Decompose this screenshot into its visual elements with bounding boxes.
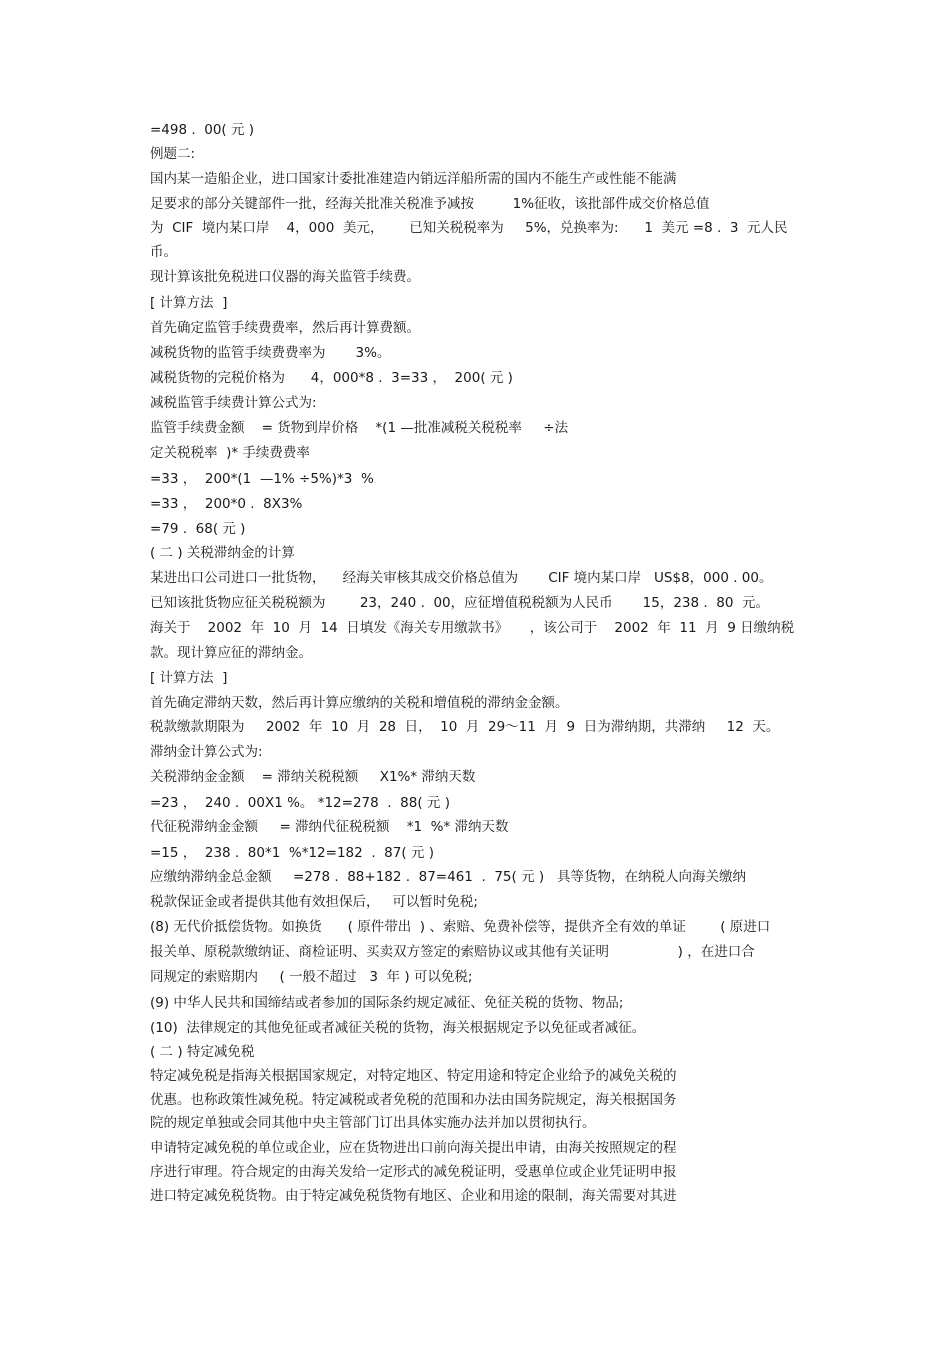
- text-line: 减税货物的监管手续费费率为 3%。: [150, 345, 391, 361]
- text-line: 优惠。也称政策性减免税。特定减税或者免税的范围和办法由国务院规定，海关根据国务: [150, 1092, 677, 1108]
- text-line: (8) 无代价抵偿货物。如换货 ( 原件带出 ) 、索赔、免费补偿等，提供齐全有效的单证 ( 原进口: [150, 919, 771, 935]
- text-line: (10) 法律规定的其他免征或者减征关税的货物，海关根据规定予以免征或者减征。: [150, 1020, 646, 1036]
- text-line: =33 ， 200*(1 —1% ÷5%)*3 %: [150, 471, 374, 487]
- text-line: 首先确定监管手续费费率，然后再计算费额。: [150, 320, 420, 336]
- text-line: 申请特定减免税的单位或企业，应在货物进出口前向海关提出申请，由海关按照规定的程: [150, 1140, 677, 1156]
- text-line: 税款保证金或者提供其他有效担保后， 可以暂时免税;: [150, 894, 478, 910]
- section-heading: ( 二 ) 特定减免税: [150, 1044, 255, 1060]
- text-line: 税款缴款期限为 2002 年 10 月 28 日， 10 月 29～11 月 9 日为滞纳期，共滞纳 12 天。: [150, 719, 780, 735]
- text-line: 定关税税率 )* 手续费费率: [150, 445, 310, 461]
- text-line: =23 ， 240 . 00X1 %。 *12=278 . 88( 元 ): [150, 795, 450, 811]
- text-line: 国内某一造船企业，进口国家计委批准建造内销远洋船所需的国内不能生产或性能不能满: [150, 171, 677, 187]
- text-line: 特定减免税是指海关根据国家规定，对特定地区、特定用途和特定企业给予的减免关税的: [150, 1068, 677, 1084]
- text-line: =15 ， 238 . 80*1 %*12=182 . 87( 元 ): [150, 845, 434, 861]
- text-line: 为 CIF 境内某口岸 4，000 美元， 已知关税税率为 5%，兑换率为: 1 美元 =8 . 3 元人民: [150, 220, 788, 236]
- text-line: 减税监管手续费计算公式为:: [150, 395, 317, 411]
- text-line: 同规定的索赔期内 ( 一般不超过 3 年 ) 可以免税;: [150, 969, 473, 985]
- text-line: 款。现计算应征的滞纳金。: [150, 645, 312, 661]
- text-line: =33 ， 200*0 . 8X3%: [150, 496, 303, 512]
- text-line: =498 . 00( 元 ): [150, 122, 255, 138]
- text-line: 关税滞纳金金额 = 滞纳关税税额 X1%* 滞纳天数: [150, 769, 476, 785]
- text-line: 已知该批货物应征关税税额为 23，240 . 00，应征增值税税额为人民币 15，238 . 80 元。: [150, 595, 770, 611]
- text-line: [ 计算方法 ]: [150, 670, 228, 686]
- text-line: 海关于 2002 年 10 月 14 日填发《海关专用缴款书》 ，该公司于 2002 年 11 月 9 日缴纳税: [150, 620, 795, 636]
- text-line: 某进出口公司进口一批货物， 经海关审核其成交价格总值为 CIF 境内某口岸 US$8，000 . 00。: [150, 570, 773, 586]
- text-line: 代征税滞纳金金额 = 滞纳代征税税额 *1 %* 滞纳天数: [150, 819, 509, 835]
- text-line: =79 . 68( 元 ): [150, 521, 246, 537]
- text-line: 序进行审理。符合规定的由海关发给一定形式的减免税证明，受惠单位或企业凭证明申报: [150, 1164, 677, 1180]
- text-line: 院的规定单独或会同其他中央主管部门订出具体实施办法并加以贯彻执行。: [150, 1115, 596, 1131]
- text-line: 例题二:: [150, 146, 196, 162]
- text-line: [ 计算方法 ]: [150, 295, 228, 311]
- text-line: (9) 中华人民共和国缔结或者参加的国际条约规定减征、免征关税的货物、物品;: [150, 995, 624, 1011]
- text-line: 滞纳金计算公式为:: [150, 744, 263, 760]
- section-heading: ( 二 ) 关税滞纳金的计算: [150, 545, 295, 561]
- text-line: 币。: [150, 244, 177, 260]
- text-line: 监管手续费金额 = 货物到岸价格 *(1 —批准减税关税税率 ÷法: [150, 420, 569, 436]
- text-line: 应缴纳滞纳金总金额 =278 . 88+182 . 87=461 . 75( 元 ) 具等货物，在纳税人向海关缴纳: [150, 869, 747, 885]
- text-line: 减税货物的完税价格为 4，000*8 . 3=33 ， 200( 元 ): [150, 370, 513, 386]
- text-line: 现计算该批免税进口仪器的海关监管手续费。: [150, 269, 420, 285]
- text-line: 报关单、原税款缴纳证、商检证明、买卖双方签定的索赔协议或其他有关证明 ) ，在进口合: [150, 944, 755, 960]
- text-line: 首先确定滞纳天数，然后再计算应缴纳的关税和增值税的滞纳金金额。: [150, 695, 569, 711]
- text-line: 进口特定减免税货物。由于特定减免税货物有地区、企业和用途的限制，海关需要对其进: [150, 1188, 677, 1204]
- text-line: 足要求的部分关键部件一批，经海关批准关税准予减按 1%征收，该批部件成交价格总值: [150, 196, 710, 212]
